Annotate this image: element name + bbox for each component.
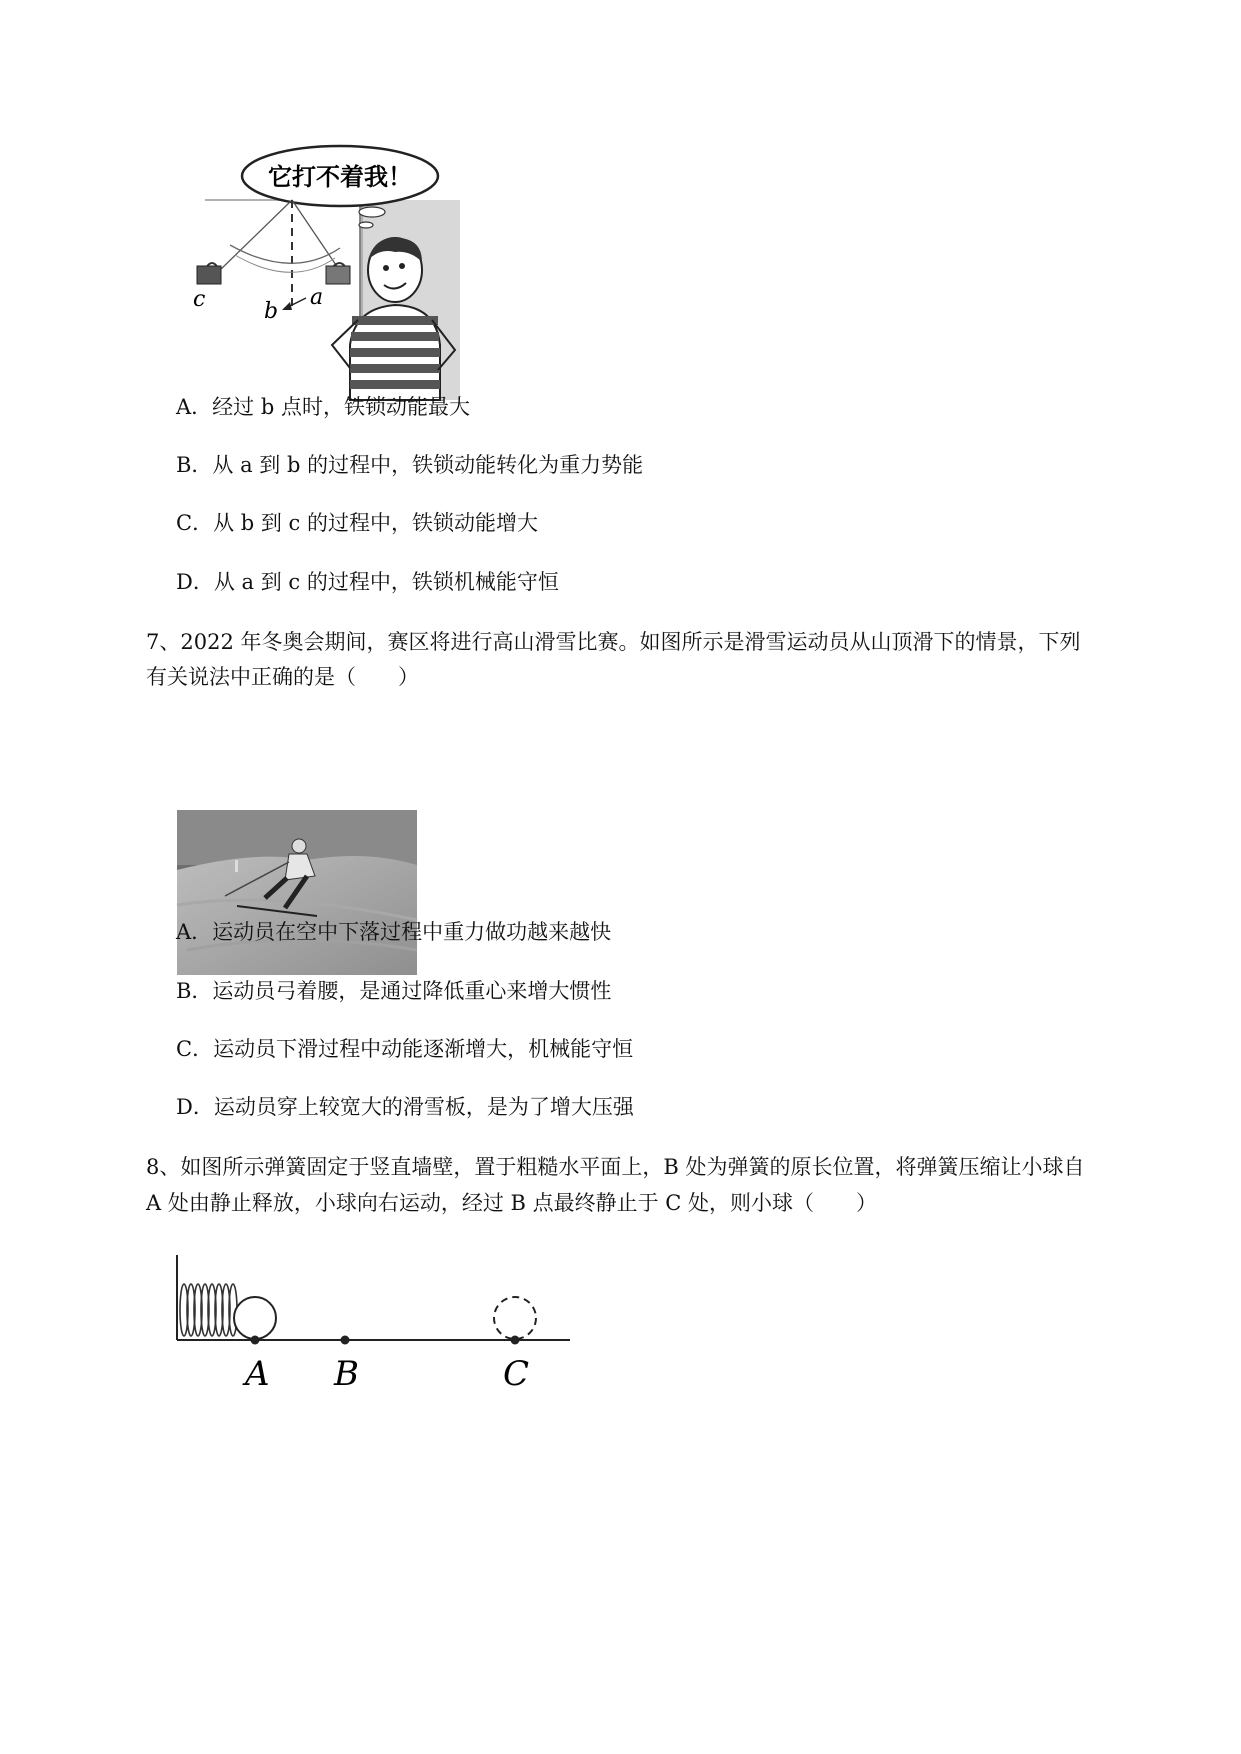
speech-bubble-text: 它打不着我！ bbox=[268, 162, 412, 191]
q7-stem-line1: 7、2022 年冬奥会期间，赛区将进行高山滑雪比赛。如图所示是滑雪运动员从山顶滑下的情景，下列 bbox=[146, 630, 1081, 654]
lock-right-icon bbox=[326, 263, 350, 284]
label-b: b bbox=[264, 299, 279, 324]
q6-option-c: C．从 b 到 c 的过程中，铁锁动能增大 bbox=[176, 511, 538, 535]
q7-option-c: C．运动员下滑过程中动能逐渐增大，机械能守恒 bbox=[176, 1037, 634, 1061]
lock-left-icon bbox=[197, 263, 221, 284]
q6-option-b: B．从 a 到 b 的过程中，铁锁动能转化为重力势能 bbox=[176, 453, 644, 477]
spring-icon bbox=[180, 1284, 237, 1336]
q8-stem-line2: A 处由静止释放，小球向右运动，经过 B 点最终静止于 C 处，则小球（ ） bbox=[146, 1191, 878, 1215]
skier-photo bbox=[177, 810, 417, 975]
point-b bbox=[341, 1336, 350, 1345]
spring-figure bbox=[170, 1250, 580, 1394]
q7-option-b: B．运动员弓着腰，是通过降低重心来增大惯性 bbox=[176, 979, 612, 1003]
label-a: a bbox=[310, 285, 324, 310]
label-c: c bbox=[193, 287, 206, 312]
point-a bbox=[251, 1336, 260, 1345]
ball-c-dashed bbox=[494, 1297, 536, 1339]
label-point-b: B bbox=[334, 1354, 359, 1394]
q7-option-a: A．运动员在空中下落过程中重力做功越来越快 bbox=[176, 920, 612, 944]
q7-option-d: D．运动员穿上较宽大的滑雪板，是为了增大压强 bbox=[176, 1095, 634, 1119]
q7-stem-line2: 有关说法中正确的是（ ） bbox=[146, 665, 419, 689]
ball-a bbox=[234, 1297, 276, 1339]
pendulum-figure bbox=[193, 140, 460, 402]
label-point-a: A bbox=[245, 1354, 270, 1394]
q6-option-a: A．经过 b 点时，铁锁动能最大 bbox=[176, 395, 470, 419]
q6-option-d: D．从 a 到 c 的过程中，铁锁机械能守恒 bbox=[176, 570, 559, 594]
q8-stem-line1: 8、如图所示弹簧固定于竖直墙壁，置于粗糙水平面上，B 处为弹簧的原长位置，将弹簧压缩让小球自 bbox=[146, 1155, 1085, 1179]
label-point-c: C bbox=[503, 1354, 530, 1394]
point-c bbox=[511, 1336, 520, 1345]
